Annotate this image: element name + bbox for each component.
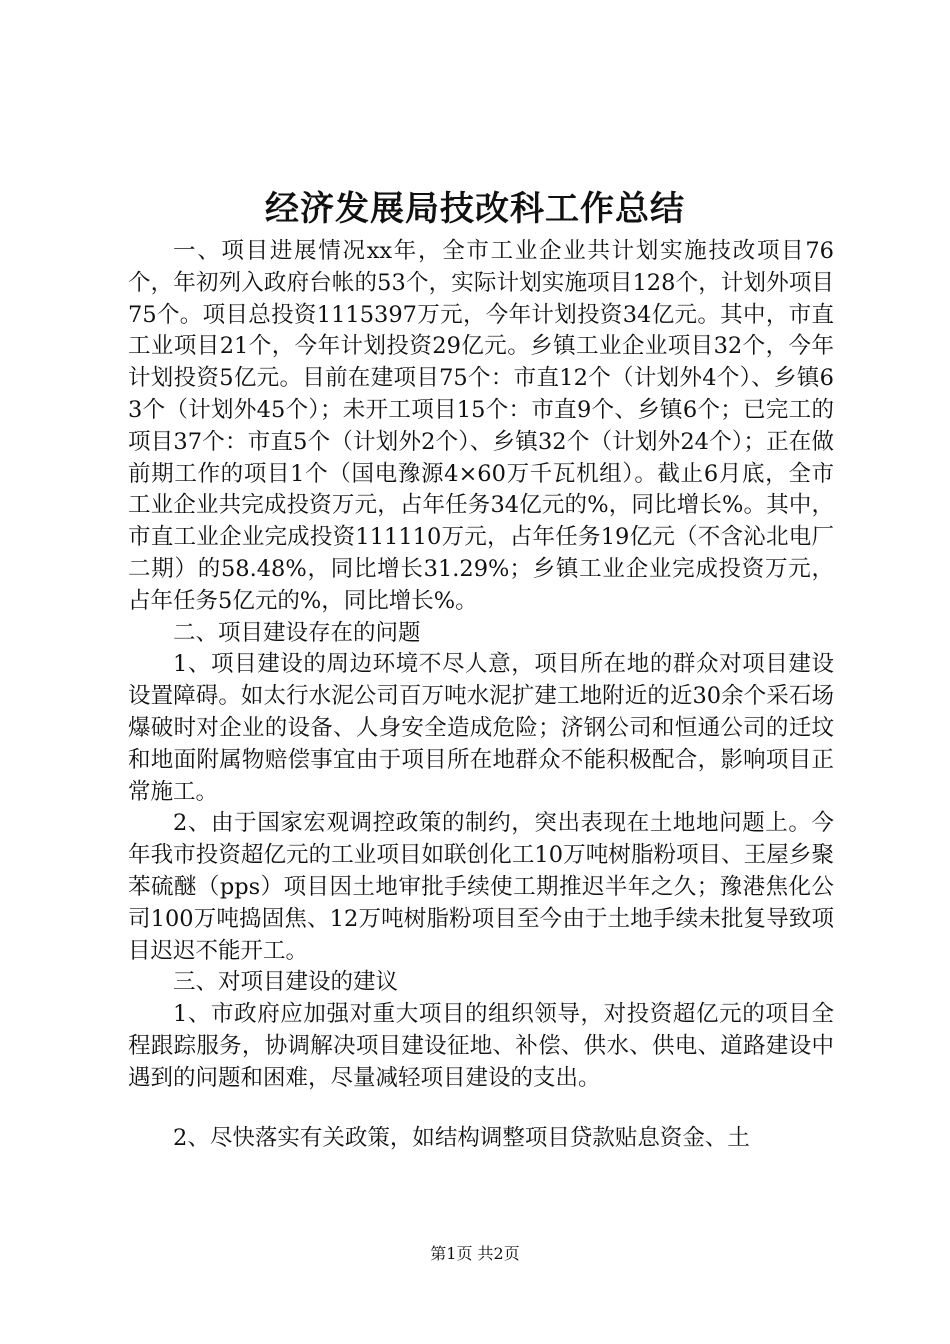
document-title: 经济发展局技改科工作总结 <box>265 189 685 229</box>
page-footer: 第1页 共2页 <box>430 1244 520 1263</box>
heading-problems: 二、项目建设存在的问题 <box>173 619 421 646</box>
heading-suggestions: 三、对项目建设的建议 <box>173 969 399 996</box>
paragraph-problem-1: 1、项目建设的周边环境不尽人意，项目所在地的群众对项目建设设置障碍。如太行水泥公司百万吨水泥扩建工地附近的近30余个采石场爆破时对企业的设备、人身安全造成危险；济钢公司和恒通公司的迁坟和地面附属物赔偿事宜由于项目所在地群众不能积极配合，影响项目正常施工。 <box>128 651 834 805</box>
paragraph-suggestion-2: 2、尽快落实有关政策，如结构调整项目贷款贴息资金、土 <box>173 1124 750 1151</box>
paragraph-problem-2: 2、由于国家宏观调控政策的制约，突出表现在土地地问题上。今年我市投资超亿元的工业项目如联创化工10万吨树脂粉项目、王屋乡聚苯硫醚（pps）项目因土地审批手续使工期推迟半年之久；豫港焦化公司100万吨捣固焦、12万吨树脂粉项目至今由于土地手续未批复导致项目迟迟不能开工。 <box>128 810 834 964</box>
document-body <box>128 236 834 1154</box>
paragraph-project-progress: 一、项目进展情况xx年，全市工业企业共计划实施技改项目76个，年初列入政府台帐的53个，实际计划实施项目128个，计划外项目75个。项目总投资1115397万元，今年计划投资34亿元。其中，市直工业项目21个，今年计划投资29亿元。乡镇工业企业项目32个，今年计划投资5亿元。目前在建项目75个：市直12个（计划外4个）、乡镇63个（计划外45个）；未开工项目15个：市直9个、乡镇6个；已完工的项目37个：市直5个（计划外2个）、乡镇32个（计划外24个）；正在做前期工作的项目1个（国电豫源4×60万千瓦机组）。截止6月底，全市工业企业共完成投资万元，占年任务34亿元的%，同比增长%。其中，市直工业企业完成投资111110万元，占年任务19亿元（不含沁北电厂二期）的58.48%，同比增长31.29%；乡镇工业企业完成投资万元，占年任务5亿元的%，同比增长%。 <box>128 238 834 614</box>
paragraph-suggestion-1: 1、市政府应加强对重大项目的组织领导，对投资超亿元的项目全程跟踪服务，协调解决项目建设征地、补偿、供水、供电、道路建设中遇到的问题和困难，尽量减轻项目建设的支出。 <box>128 1001 834 1091</box>
